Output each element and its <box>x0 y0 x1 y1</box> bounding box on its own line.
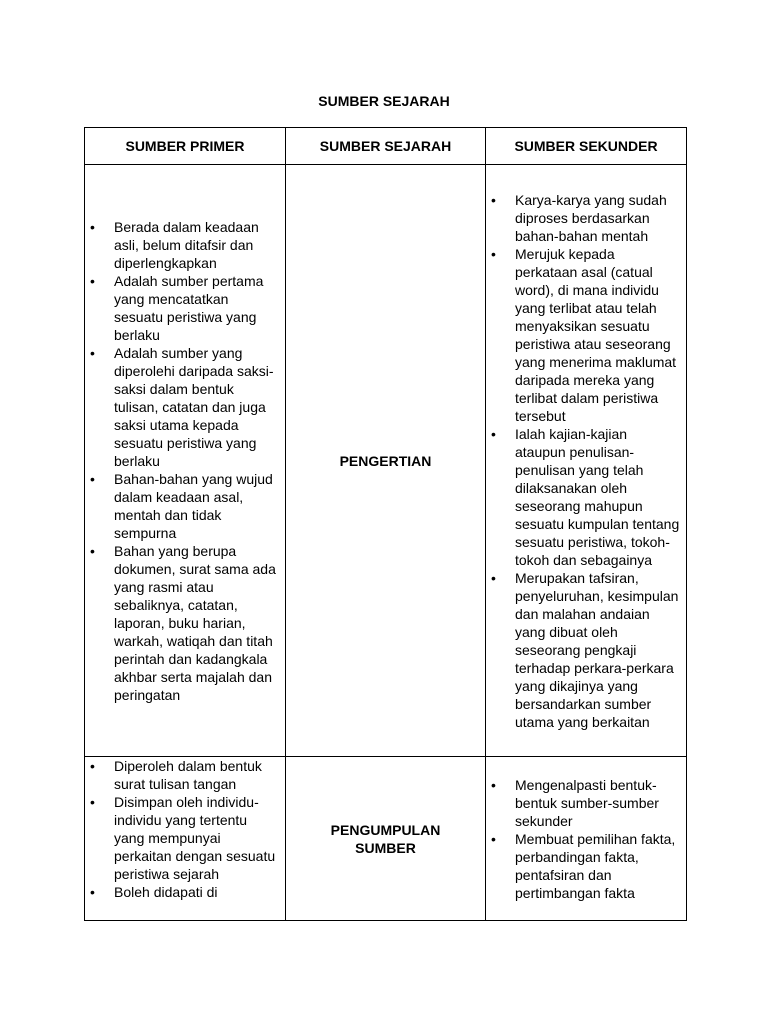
list-item: • Ialah kajian-kajian ataupun penulisan-penulisan yang telah dilaksanakan oleh seseorang mahupun sesuatu kumpulan tentang sesuatu peristiwa, tokoh-tokoh dan sebagainya <box>486 425 680 569</box>
list-item: • Merupakan tafsiran, penyeluruhan, kesimpulan dan malahan andaian yang dibuat oleh seseorang pengkaji terhadap perkara-perkara yang dikajinya yang bersandarkan sumber utama yang berkaitan <box>486 569 680 731</box>
table-row-pengumpulan-sumber <box>85 757 687 921</box>
list-item: • Adalah sumber pertama yang mencatatkan sesuatu peristiwa yang berlaku <box>85 272 279 344</box>
row-label-pengumpulan-sumber <box>286 757 486 921</box>
sekunder-cell <box>486 165 687 757</box>
primer-cell <box>85 165 286 757</box>
sekunder-list <box>486 191 686 731</box>
primer-cell <box>85 757 286 921</box>
row-label-text: PENGUMPULAN SUMBER <box>330 821 441 856</box>
list-item: • Mengenalpasti bentuk-bentuk sumber-sumber sekunder <box>486 776 680 830</box>
list-item: • Berada dalam keadaan asli, belum ditafsir dan diperlengkapkan <box>85 218 279 272</box>
list-item: • Adalah sumber yang diperolehi daripada saksi-saksi dalam bentuk tulisan, catatan dan juga saksi utama kepada sesuatu peristiwa yang berlaku <box>85 344 279 470</box>
list-item: • Merujuk kepada perkataan asal (catual word), di mana individu yang terlibat atau telah menyaksikan sesuatu peristiwa atau seseorang yang menerima maklumat daripada mereka yang terlibat dalam peristiwa tersebut <box>486 245 680 425</box>
list-item: • Diperoleh dalam bentuk surat tulisan tangan <box>85 757 279 793</box>
row-label-text: PENGERTIAN <box>339 452 432 469</box>
table-row-pengertian <box>85 165 687 757</box>
table-header-row <box>85 128 687 165</box>
header-sumber-primer: SUMBER PRIMER <box>85 128 286 165</box>
primer-list <box>85 218 285 704</box>
list-item: • Membuat pemilihan fakta, perbandingan fakta, pentafsiran dan pertimbangan fakta <box>486 830 680 902</box>
list-item: • Karya-karya yang sudah diproses berdasarkan bahan-bahan mentah <box>486 191 680 245</box>
list-item: • Bahan-bahan yang wujud dalam keadaan asal, mentah dan tidak sempurna <box>85 470 279 542</box>
list-item: • Bahan yang berupa dokumen, surat sama ada yang rasmi atau sebaliknya, catatan, laporan, buku harian, warkah, watiqah dan titah perintah dan kadangkala akhbar serta majalah dan peringatan <box>85 542 279 704</box>
header-sumber-sekunder: SUMBER SEKUNDER <box>486 128 687 165</box>
row-label-pengertian <box>286 165 486 757</box>
comparison-table <box>84 127 687 921</box>
primer-list <box>85 757 285 901</box>
list-item: • Disimpan oleh individu-individu yang tertentu yang mempunyai perkaitan dengan sesuatu peristiwa sejarah <box>85 793 279 883</box>
list-item: • Boleh didapati di <box>85 883 279 901</box>
document-title: SUMBER SEJARAH <box>318 93 450 109</box>
header-sumber-sejarah: SUMBER SEJARAH <box>286 128 486 165</box>
sekunder-cell <box>486 757 687 921</box>
sekunder-list <box>486 776 686 902</box>
